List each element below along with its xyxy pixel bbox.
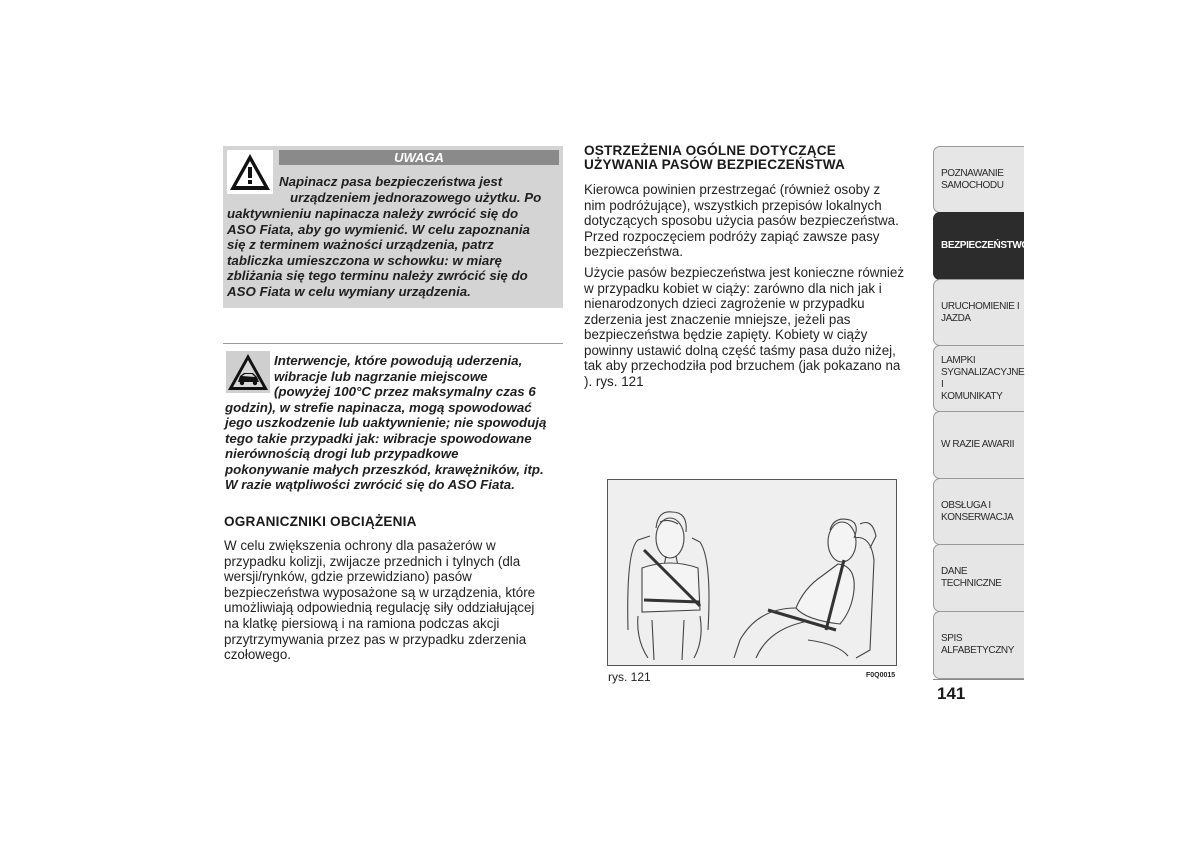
figure-seatbelt-illustration bbox=[607, 479, 897, 666]
divider bbox=[933, 679, 1024, 680]
warning-title: UWAGA bbox=[279, 150, 559, 165]
paragraph-line: przytrzymywania przez pas w przypadku zderzenia bbox=[224, 632, 527, 647]
caution-line: pokonywanie małych przeszkód, krawężników, itp. bbox=[225, 462, 544, 477]
caution-box bbox=[223, 343, 563, 493]
warning-line: zbliżania się tego terminu należy zwrócić się do bbox=[227, 268, 528, 283]
paragraph-line: bezpieczeństwa będzie zapięty. Kobiety w ciąży bbox=[584, 327, 868, 342]
section-heading-general: OSTRZEŻENIA OGÓLNE DOTYCZĄCE bbox=[584, 143, 837, 158]
tab-uruchomienie-i-jazda[interactable] bbox=[933, 279, 1024, 346]
warning-line: uaktywnieniu napinacza należy zwrócić się do bbox=[227, 206, 519, 221]
tab-label: W RAZIE AWARII bbox=[941, 439, 1015, 450]
tab-bezpieczenstwo[interactable] bbox=[933, 212, 1029, 280]
paragraph-line: zderzenia jest znaczenie mniejsze, jeżeli pas bbox=[584, 312, 851, 327]
paragraph-line: Użycie pasów bezpieczeństwa jest konieczne również bbox=[584, 265, 905, 280]
paragraph-line: bezpieczeństwa wyposażone są w urządzenia, które bbox=[224, 585, 536, 600]
warning-triangle-icon bbox=[227, 150, 273, 194]
paragraph-line: wersji/rynków, gdzie przewidziano) pasów bbox=[224, 569, 472, 584]
tab-label: SPIS ALFABETYCZNY bbox=[941, 633, 1014, 656]
tab-label: OBSŁUGA I KONSERWACJA bbox=[941, 499, 1014, 523]
paragraph-line: umożliwiają odpowiednią regulację siły oddziałującej bbox=[224, 600, 535, 615]
paragraph-line: przypadku kolizji, zwijacze przednich i tylnych (dla bbox=[224, 554, 521, 569]
warning-line: ASO Fiata w celu wymiany urządzenia. bbox=[227, 284, 471, 299]
caution-line: tego takie przypadki jak: wibracje spowodowane bbox=[225, 431, 532, 446]
caution-line: nierównością drogi lub przypadkowe bbox=[225, 446, 459, 461]
warning-line: tabliczka umieszczona w schowku: w miarę bbox=[227, 253, 502, 268]
paragraph-line: czołowego. bbox=[224, 647, 291, 662]
section-heading-general-2: UŻYWANIA PASÓW BEZPIECZEŃSTWA bbox=[584, 157, 846, 172]
paragraph-line: w przypadku kobiet w ciąży: zarówno dla nich jak i bbox=[584, 281, 882, 296]
paragraph-line: bezpieczeństwa. bbox=[584, 244, 683, 259]
tab-label: BEZPIECZEŃSTWO bbox=[941, 240, 1029, 251]
divider bbox=[223, 343, 563, 344]
tab-dane-techniczne[interactable] bbox=[933, 544, 1024, 612]
figure-code: F0Q0015 bbox=[866, 672, 896, 679]
seatbelt-drawing bbox=[608, 480, 896, 665]
car-caution-icon bbox=[226, 351, 270, 393]
paragraph-line: nim podróżujące), wszystkich przepisów lokalnych bbox=[584, 198, 882, 213]
section-heading-limiters: OGRANICZNIKI OBCIĄŻENIA bbox=[224, 514, 417, 529]
caution-line: Interwencje, które powodują uderzenia, bbox=[274, 353, 523, 368]
caution-line: (powyżej 100°C przez maksymalny czas 6 bbox=[274, 384, 536, 399]
warning-box bbox=[223, 146, 563, 308]
tab-label: POZNAWANIE SAMOCHODU bbox=[941, 167, 1004, 191]
paragraph-line: na klatkę piersiową i na ramiona podczas akcji bbox=[224, 616, 500, 631]
paragraph-line: Przed rozpoczęciem podróży zapiąć zawsze pasy bbox=[584, 229, 880, 244]
paragraph-line: dotyczących sposobu użycia pasów bezpieczeństwa. bbox=[584, 213, 899, 228]
caution-line: W razie wątpliwości zwrócić się do ASO Fiata. bbox=[225, 477, 515, 492]
paragraph-line: W celu zwiększenia ochrony dla pasażerów w bbox=[224, 538, 496, 553]
warning-line: się z terminem ważności urządzenia, patrz bbox=[227, 237, 494, 252]
paragraph-line: ). rys. 121 bbox=[584, 374, 644, 389]
tab-w-razie-awarii[interactable] bbox=[933, 411, 1024, 479]
warning-line: ASO Fiata, aby go wymienić. W celu zapoznania bbox=[227, 222, 530, 237]
caution-line: godzin), w strefie napinacza, mogą spowodować bbox=[225, 400, 532, 415]
page-number: 141 bbox=[937, 684, 966, 703]
tab-label: LAMPKI SYGNALIZACYJNE I KOMUNIKATY bbox=[941, 354, 1025, 402]
paragraph-line: nienarodzonych dzieci zagrożenie w przypadku bbox=[584, 296, 865, 311]
caution-line: wibracje lub nagrzanie miejscowe bbox=[274, 369, 488, 384]
paragraph-line: powinny ustawić dolną część taśmy pasa dużo niżej, bbox=[584, 343, 896, 358]
paragraph-line: tak aby przechodziła pod brzuchem (jak pokazano na bbox=[584, 358, 901, 373]
caution-line: jego uszkodzenie lub uaktywnienie; nie spowodują bbox=[225, 415, 547, 430]
figure-caption: rys. 121 bbox=[608, 670, 651, 684]
tab-label: DANE TECHNICZNE bbox=[941, 566, 1002, 589]
tab-obsluga-i-konserwacja[interactable] bbox=[933, 478, 1024, 545]
warning-line: Napinacz pasa bezpieczeństwa jest bbox=[279, 174, 503, 189]
tab-lampki-sygnalizacyjne[interactable] bbox=[933, 345, 1024, 412]
tab-spis-alfabetyczny[interactable] bbox=[933, 611, 1024, 679]
paragraph-line: Kierowca powinien przestrzegać (również osoby z bbox=[584, 182, 881, 197]
tab-poznawanie-samochodu[interactable] bbox=[933, 146, 1024, 213]
warning-line: urządzeniem jednorazowego użytku. Po bbox=[290, 190, 542, 205]
tab-label: URUCHOMIENIE I JAZDA bbox=[941, 300, 1020, 324]
